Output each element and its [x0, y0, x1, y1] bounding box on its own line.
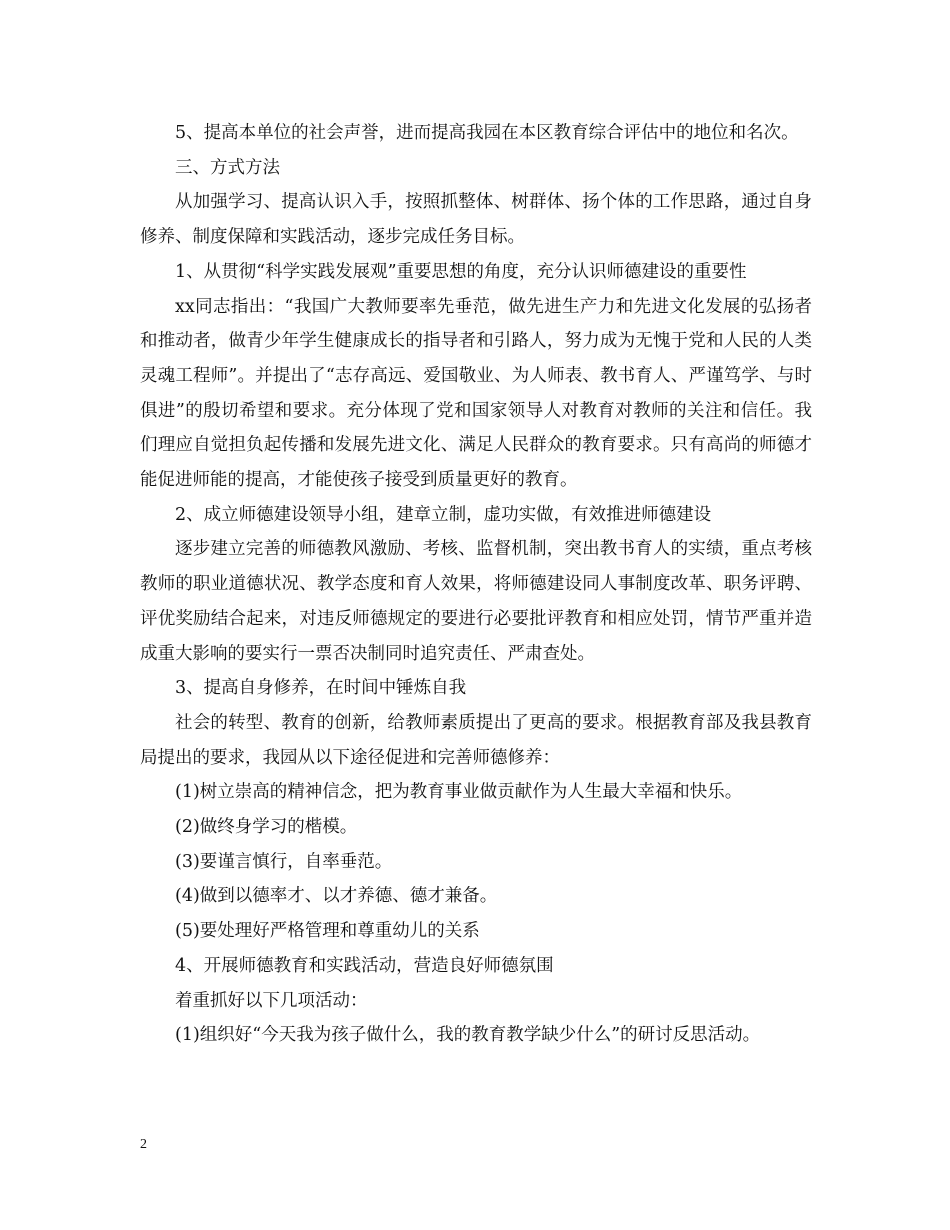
subheading-method-1: 1、从贯彻“科学实践发展观”重要思想的角度，充分认识师德建设的重要性: [175, 261, 747, 282]
subheading-method-2: 2、成立师德建设领导小组，建章立制，虚功实做，有效推进师德建设: [175, 504, 712, 525]
activity-item-1: (1)组织好“今天我为孩子做什么，我的教育教学缺少什么”的研讨反思活动。: [175, 1025, 761, 1046]
subheading-method-4: 4、开展师德教育和实践活动，营造良好师德氛围: [175, 955, 554, 976]
list-item-3: (3)要谨言慎行，自率垂范。: [175, 851, 393, 872]
list-item-1: (1)树立崇高的精神信念，把为教育事业做贡献作为人生最大幸福和快乐。: [175, 782, 743, 803]
paragraph-method-2-body: 逐步建立完善的师德教风激励、考核、监督机制，突出教书育人的实绩，重点考核教师的职业道德状况、教学态度和育人效果，将师德建设同人事制度改革、职务评聘、评优奖励结合起来，对违反师德规定的要进行必要批评教育和相应处罚，情节严重并造成重大影响的要实行一票否决制同时追究责任、严肃查处。: [140, 539, 812, 664]
page-number: 2: [140, 1137, 147, 1152]
paragraph-method-3-body: 社会的转型、教育的创新，给教师素质提出了更高的要求。根据教育部及我县教育局提出的要求，我园从以下途径促进和完善师德修养：: [140, 712, 812, 768]
section-heading-methods: 三、方式方法: [175, 157, 280, 178]
paragraph-methods-intro: 从加强学习、提高认识入手，按照抓整体、树群体、扬个体的工作思路，通过自身修养、制度保障和实践活动，逐步完成任务目标。: [140, 192, 812, 248]
subheading-method-3: 3、提高自身修养，在时间中锤炼自我: [175, 678, 467, 699]
list-item-4: (4)做到以德率才、以才养德、德才兼备。: [175, 886, 498, 907]
paragraph-method-1-body: xx同志指出：“我国广大教师要率先垂范，做先进生产力和先进文化发展的弘扬者和推动者，做青少年学生健康成长的指导者和引路人，努力成为无愧于党和人民的人类灵魂工程师”。并提出了“志存高远、爱国敬业、为人师表、教书育人、严谨笃学、与时俱进”的殷切希望和要求。充分体现了党和国家领导人对教育对教师的关注和信任。我们理应自觉担负起传播和发展先进文化、满足人民群众的教育要求。只有高尚的师德才能促进师能的提高，才能使孩子接受到质量更好的教育。: [140, 296, 812, 491]
paragraph-goal-5: 5、提高本单位的社会声誉，进而提高我园在本区教育综合评估中的地位和名次。: [175, 123, 799, 143]
list-item-2: (2)做终身学习的楷模。: [175, 817, 358, 838]
document-body: [140, 116, 812, 1053]
paragraph-method-4-intro: 着重抓好以下几项活动：: [175, 990, 368, 1011]
list-item-5: (5)要处理好严格管理和尊重幼儿的关系: [175, 921, 480, 942]
